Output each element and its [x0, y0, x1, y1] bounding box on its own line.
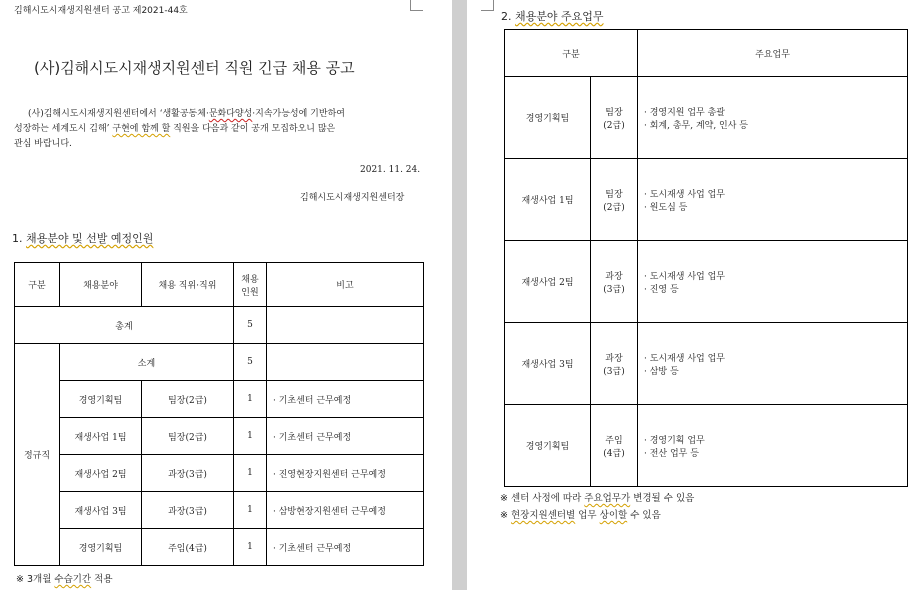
table-row	[505, 323, 908, 405]
intro-paragraph	[28, 107, 345, 122]
field-cell: 경영기획팀	[60, 529, 142, 566]
document-page-1[interactable]	[0, 0, 452, 590]
note-cell: · 기초센터 근무예정	[267, 381, 424, 418]
intro-paragraph: 관심 바랍니다.	[14, 139, 72, 149]
note-text: ※ 센터 사정에 따라	[500, 493, 585, 504]
heading-text: 채용분야 주요업무	[515, 10, 604, 23]
table-row-subtotal	[15, 344, 424, 381]
count-cell: 1	[234, 381, 267, 418]
rank-cell	[591, 159, 638, 241]
table-row	[505, 241, 908, 323]
note-cell: · 기초센터 근무예정	[267, 418, 424, 455]
rank-grade: (4급)	[603, 448, 625, 459]
subtotal-label: 소계	[60, 344, 234, 381]
count-cell: 1	[234, 418, 267, 455]
position-cell: 팀장(2급)	[142, 418, 234, 455]
total-label: 총계	[15, 307, 234, 344]
position-cell: 주임(4급)	[142, 529, 234, 566]
table-row	[15, 455, 424, 492]
table-header: 채용 직위·직위	[142, 263, 234, 307]
subtotal-count: 5	[234, 344, 267, 381]
rank-cell	[591, 241, 638, 323]
rank-cell	[591, 77, 638, 159]
footnote-text: ※ 3개월	[16, 574, 55, 585]
doc-date: 2021. 11. 24.	[360, 165, 421, 175]
duty-line: · 도시재생 사업 업무	[644, 189, 725, 200]
note-text: 업무	[575, 510, 600, 521]
table-row-total	[15, 307, 424, 344]
duty-line: · 삼방 등	[644, 366, 679, 377]
table-row	[15, 492, 424, 529]
table-header: 구분	[505, 30, 638, 77]
table-row	[15, 418, 424, 455]
intro-text-grammar-mark: 구현에 함께 할	[112, 124, 171, 134]
field-cell: 경영기획팀	[60, 381, 142, 418]
note-cell: · 삼방현장지원센터 근무예정	[267, 492, 424, 529]
duty-line: · 원도심 등	[644, 202, 688, 213]
field-cell: 재생사업 1팀	[60, 418, 142, 455]
rank-grade: (3급)	[603, 366, 625, 377]
rank-grade: (3급)	[603, 284, 625, 295]
footnote-text-grammar-mark: 수습기간	[54, 574, 92, 585]
intro-text-spell-error: 문화다양성	[208, 109, 253, 119]
duty-cell	[638, 77, 908, 159]
intro-text: (사)김해시도시재생지원센터에서	[28, 109, 160, 119]
doc-number: 김해시도시재생지원센터 공고 제2021-44호	[14, 6, 188, 16]
note-cell: · 기초센터 근무예정	[267, 529, 424, 566]
note-text-grammar-mark: 현장지원센터별	[510, 510, 576, 521]
note-text-grammar-mark: 주요업무가	[584, 493, 631, 504]
count-cell: 1	[234, 529, 267, 566]
team-cell: 경영기획팀	[505, 405, 591, 487]
field-cell: 재생사업 3팀	[60, 492, 142, 529]
rank-cell	[591, 405, 638, 487]
table-row	[15, 381, 424, 418]
doc-issuer: 김해시도시재생지원센터장	[300, 193, 405, 203]
rank-title: 팀장	[605, 189, 623, 200]
duty-cell	[638, 241, 908, 323]
section-1-footnote	[16, 571, 113, 585]
position-cell: 과장(3급)	[142, 492, 234, 529]
duty-line: · 경영지원 업무 총괄	[644, 107, 725, 118]
footnote-text: 적용	[91, 574, 113, 585]
position-cell: 과장(3급)	[142, 455, 234, 492]
note-text: 수 있음	[627, 510, 661, 521]
duties-table	[504, 29, 908, 487]
team-cell: 재생사업 2팀	[505, 241, 591, 323]
rank-title: 팀장	[605, 107, 623, 118]
document-page-2[interactable]	[467, 0, 914, 590]
section-2-note-1	[500, 490, 694, 504]
table-row	[505, 405, 908, 487]
rank-cell	[591, 323, 638, 405]
rank-title: 과장	[605, 271, 623, 282]
note-text: 변경될 수 있음	[630, 493, 695, 504]
duty-line: · 전산 업무 등	[644, 448, 699, 459]
total-count: 5	[234, 307, 267, 344]
table-header: 채용 인원	[234, 263, 267, 307]
table-header: 비고	[267, 263, 424, 307]
table-header: 주요업무	[638, 30, 908, 77]
note-cell: · 진영현장지원센터 근무예정	[267, 455, 424, 492]
duty-line: · 회계, 총무, 계약, 인사 등	[644, 120, 748, 131]
duty-cell	[638, 323, 908, 405]
team-cell: 경영기획팀	[505, 77, 591, 159]
section-1-heading	[12, 230, 153, 246]
position-cell: 팀장(2급)	[142, 381, 234, 418]
duty-cell	[638, 159, 908, 241]
heading-number: 1.	[12, 232, 26, 245]
duty-line: · 경영기획 업무	[644, 435, 705, 446]
rank-title: 과장	[605, 353, 623, 364]
table-header: 구분	[15, 263, 60, 307]
field-cell: 재생사업 2팀	[60, 455, 142, 492]
duty-cell	[638, 405, 908, 487]
intro-text: 직원을 다음과 같이 공개 모집하오니 많은	[170, 124, 336, 134]
table-header-row	[15, 263, 424, 307]
heading-number: 2.	[501, 10, 515, 23]
note-text: ※	[500, 510, 511, 521]
doc-title: (사)김해시도시재생지원센터 직원 긴급 채용 공고	[34, 59, 355, 77]
rank-grade: (2급)	[603, 120, 625, 131]
total-note	[267, 307, 424, 344]
page-corner-mark	[410, 0, 423, 11]
count-cell: 1	[234, 492, 267, 529]
team-cell: 재생사업 1팀	[505, 159, 591, 241]
heading-text: 채용분야 및 선발 예정인원	[26, 232, 154, 245]
table-row	[505, 159, 908, 241]
subtotal-note	[267, 344, 424, 381]
section-2-heading	[501, 8, 604, 24]
rank-grade: (2급)	[603, 202, 625, 213]
section-2-note-2	[500, 507, 661, 521]
intro-text: 성장하는 세계도시 김해’	[14, 124, 113, 134]
page-gap-divider	[452, 0, 467, 590]
table-row	[15, 529, 424, 566]
team-cell: 재생사업 3팀	[505, 323, 591, 405]
note-text-grammar-mark: 상이할	[599, 510, 628, 521]
page-corner-mark	[481, 0, 494, 11]
table-row	[505, 77, 908, 159]
table-header: 채용분야	[60, 263, 142, 307]
intro-paragraph	[14, 122, 335, 137]
count-cell: 1	[234, 455, 267, 492]
recruitment-table	[14, 262, 424, 566]
group-label: 정규직	[15, 344, 60, 566]
duty-line: · 도시재생 사업 업무	[644, 353, 725, 364]
duty-line: · 도시재생 사업 업무	[644, 271, 725, 282]
duty-line: · 진영 등	[644, 284, 679, 295]
intro-text: ·지속가능성에 기반하여	[252, 109, 345, 119]
intro-text: ‘생활공동체·	[159, 109, 209, 119]
table-header-row	[505, 30, 908, 77]
rank-title: 주임	[605, 435, 623, 446]
